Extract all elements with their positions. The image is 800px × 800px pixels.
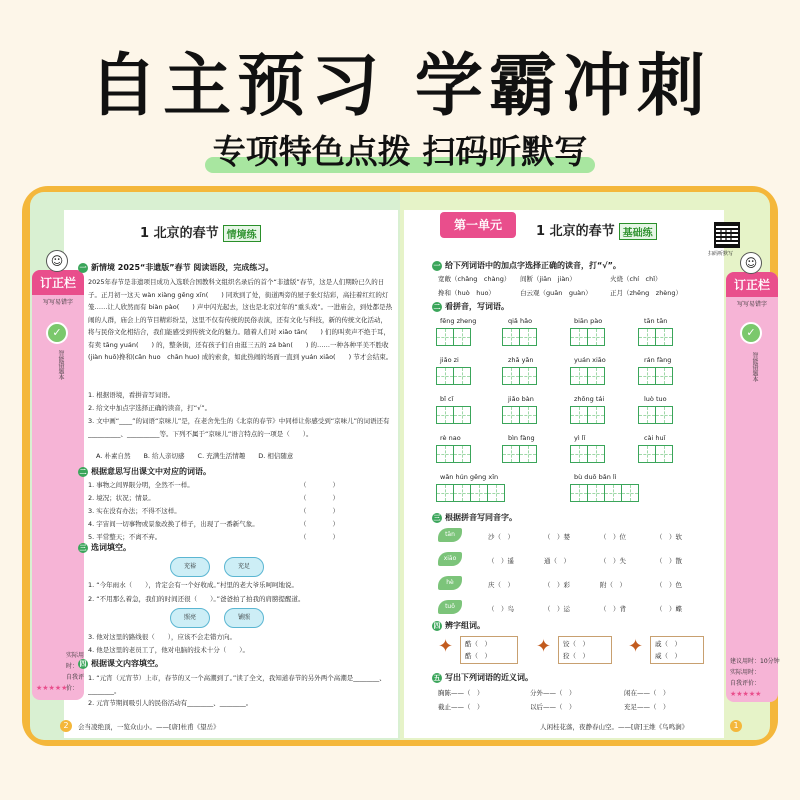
left-sec2-item: 5. 平常整天；不离不弃。 — [88, 533, 162, 541]
word-cloud: 照亮 — [170, 608, 210, 628]
mascot-icon: ☺ — [740, 252, 762, 274]
left-sec3-item: 3. 他对这里的路线很（ ），应该不会走错方向。 — [88, 633, 237, 641]
left-sec4-item: 2. 元宵节期间吸引人的民俗活动有________、________。 — [88, 699, 253, 707]
answer-blank[interactable]: （ ） — [300, 494, 339, 502]
reading-item[interactable]: 火烧（chí chǐ） — [610, 275, 662, 283]
char-grid[interactable] — [570, 367, 604, 385]
reading-item[interactable]: 正月（zhēng zhèng） — [610, 289, 683, 297]
right-sec4-heading: 四 辨字组词。 — [433, 621, 485, 630]
char-grid[interactable] — [436, 484, 504, 502]
pinyin-label: bìn fàng — [508, 434, 535, 442]
pinyin-label: rán fàng — [644, 356, 672, 364]
char-grid[interactable] — [502, 328, 536, 346]
answer-blank[interactable]: （ ） — [300, 481, 339, 489]
left-sec3-item: 4. 他是这里的老员工了，他对电脑的技术十分（ ）。 — [88, 646, 250, 654]
left-sec2-item: 3. 实在没有办法；不得不这样。 — [88, 507, 181, 515]
char-grid[interactable] — [638, 406, 672, 424]
char-grid[interactable] — [436, 406, 470, 424]
pinyin-label: bù duō bǎn lì — [574, 473, 617, 481]
left-sec3-heading: 三 选词填空。 — [79, 543, 131, 552]
synonym-item[interactable]: 胸陈——（ ） — [438, 689, 484, 697]
left-page-number: 2 — [60, 720, 72, 732]
pinyin-label: tān tān — [644, 317, 668, 325]
char-grid[interactable] — [638, 328, 672, 346]
left-correction-tab — [32, 254, 85, 700]
left-sec2-heading: 二 根据意思写出课文中对应的词语。 — [79, 467, 211, 476]
char-grid[interactable] — [502, 445, 536, 463]
right-sec3-heading: 三 根据拼音写同音字。 — [433, 513, 517, 522]
left-stars-icon: ★★★★★ — [36, 684, 68, 692]
homophone-item[interactable]: 通（ ） — [544, 557, 570, 565]
left-tab-sub: 写写易错字 — [42, 299, 73, 306]
synonym-item[interactable]: 分外——（ ） — [530, 689, 576, 697]
pinyin-leaf: tuō — [438, 600, 462, 614]
left-sec2-item: 1. 事物之间界限分明，全然不一样。 — [88, 481, 194, 489]
maple-leaf-icon: ✦ — [536, 636, 552, 657]
check-badge-icon: ✓ — [740, 322, 762, 344]
pinyin-leaf: xiāo — [438, 552, 462, 566]
right-tab-sub: 写写易错字 — [736, 301, 767, 308]
char-grid[interactable] — [436, 367, 470, 385]
homophone-item[interactable]: （ ）位 — [600, 533, 626, 541]
right-self-eval: 自我评价： — [730, 680, 761, 687]
left-self-eval: 自我评价： — [66, 674, 85, 692]
unit-tab: 第一单元 — [440, 212, 516, 238]
answer-blank[interactable]: （ ） — [300, 507, 339, 515]
left-page-title: 1 北京的春节 情境练 — [140, 222, 261, 242]
left-sec3-item: 1. “今年雨水（ ），肯定会有一个好收成。”村里的老大爷乐呵呵地说。 — [88, 581, 299, 589]
right-sec2-heading: 二 看拼音，写词语。 — [433, 302, 509, 311]
pinyin-label: zhōng tái — [574, 395, 605, 403]
char-grid[interactable] — [502, 406, 536, 424]
left-sec1-q2: 2. 给文中加点字选择正确的读音，打“√”。 — [88, 404, 212, 412]
right-page-tag: 基础练 — [619, 223, 657, 240]
left-sec4-item: 1. “元宵（元宵节）上市，春节的又一个高潮到了。”读了全文，我知道春节的另外两个高潮是________、________。 — [88, 674, 386, 695]
homophone-item[interactable]: （ ）婪 — [544, 533, 570, 541]
left-footer-quote: 会当凌绝顶，一览众山小。——[唐]杜甫《望岳》 — [78, 723, 220, 731]
left-sec1-q3: 3. 文中画“____”的词语“京味儿”是，在老舍先生的《北京的春节》中同样让你感受到“京味儿”的词语还有__________、__________等。下列不属于“京味儿”语言特点的一项是（ ）。 — [88, 417, 390, 438]
homophone-item[interactable]: （ ）运 — [544, 605, 570, 613]
homophone-item[interactable]: （ ）散 — [656, 557, 682, 565]
reading-item[interactable]: 搀和（huò huo） — [438, 289, 495, 297]
reading-item[interactable]: 白云观（guān guàn） — [520, 289, 592, 297]
left-sec4-heading: 四 根据课文内容填空。 — [79, 659, 163, 668]
word-cloud: 铺照 — [224, 608, 264, 628]
char-grid[interactable] — [570, 328, 604, 346]
maple-leaf-icon: ✦ — [438, 636, 454, 657]
pinyin-leaf: hè — [438, 576, 462, 590]
left-sec1-passage: 2025年春节是非遗项目成功入选联合国教科文组织名录后的首个“非遗版”春节，这是人们期盼已久的日子。正月初一这天 wàn xiàng gēng xīn( ) 同欢到了处，街道两旁的屋子张灯结彩，高挂着红红的灯笼……让人欣然而有 biàn pào( ) 声中闪光起去，这也是北京过年的“重头戏”。一进庙会，到处都是热闹的人群，庙会上的节目精彩纷呈，这里不仅有传统的民俗表演，还有文化与科技，新的传统文化活动，将与民俗文化相结合，我们能感受到传统文化的魅力。随着人们对 xiǎo tān( ) 们的叫卖声不绝于耳，有卖 tāng yuán( ) 的，整条街，还有孩子们自由逛三五的 zá bàn( ) 的……一种各种平美不胜收(jiàn huō)搀和(cān huo chān huo) 成的索食，如此热闹的场面一直到 yuán xiāo( ) 节才会结束。 — [88, 278, 393, 361]
right-page-number: 1 — [730, 720, 742, 732]
left-side-vertical: 智能错题本 — [57, 350, 64, 380]
pinyin-label: yuán xiāo — [574, 356, 606, 364]
right-correction-tab — [726, 256, 780, 702]
homophone-item[interactable]: （ ）失 — [600, 557, 626, 565]
pinyin-label: fēng zheng — [440, 317, 477, 325]
pinyin-label: yì lǐ — [574, 434, 586, 442]
pinyin-label: zhǎ yǎn — [508, 356, 534, 364]
right-page-title: 1 北京的春节 基础练 — [536, 220, 657, 240]
pinyin-label: jiǎo bàn — [508, 395, 534, 403]
reading-item[interactable]: 宽敞（chǎng chàng） — [438, 275, 511, 283]
left-sec1-q1: 1. 根据语境，看拼音写词语。 — [88, 391, 175, 399]
word-cloud: 充裕 — [170, 557, 210, 577]
left-sec1-q3-options: A. 朴素自然 B. 给人亲切感 C. 充满生活情趣 D. 相信随意 — [96, 452, 294, 460]
pinyin-label: qiǎ hǎo — [508, 317, 533, 325]
synonym-item[interactable]: 充足——（ ） — [624, 703, 670, 711]
pinyin-label: cài huǐ — [644, 434, 666, 442]
homophone-item[interactable]: （ ）鸟 — [488, 605, 514, 613]
homophone-item[interactable]: （ ）软 — [656, 533, 682, 541]
right-side-vertical: 智能错题本 — [751, 352, 758, 382]
char-grid[interactable] — [436, 328, 470, 346]
word-pair-box[interactable]: 戚（ ） 威（ ） — [650, 636, 704, 664]
word-pair-box[interactable]: 饺（ ） 狡（ ） — [558, 636, 612, 664]
left-sec2-item: 2. 境况；状况；情景。 — [88, 494, 155, 502]
mascot-icon: ☺ — [46, 250, 68, 272]
right-sec1-heading: 一 给下列词语中的加点字选择正确的读音，打“√”。 — [433, 261, 621, 270]
homophone-item[interactable]: （ ）遥 — [488, 557, 514, 565]
homophone-item[interactable]: 附（ ） — [600, 581, 626, 589]
homophone-item[interactable]: 庆（ ） — [488, 581, 514, 589]
char-grid[interactable] — [436, 445, 470, 463]
homophone-item[interactable]: （ ）彩 — [544, 581, 570, 589]
word-cloud: 充足 — [224, 557, 264, 577]
homophone-item[interactable]: （ ）色 — [656, 581, 682, 589]
check-badge-icon: ✓ — [46, 322, 68, 344]
headline: 自主预习 学霸冲刺 — [89, 47, 711, 126]
synonym-item[interactable]: 闲在——（ ） — [624, 689, 670, 697]
reading-item[interactable]: 间断（jiān jiàn） — [520, 275, 576, 283]
qr-caption: 扫码听默写 — [708, 251, 734, 257]
homophone-item[interactable]: （ ）背 — [600, 605, 626, 613]
pinyin-label: biān pào — [574, 317, 603, 325]
left-sec3-item: 2. “不用那么着急，我们的时间还很（ ）。”爸爸拍了拍我的肩膀提醒道。 — [88, 595, 305, 603]
right-tab-label: 订正栏 — [726, 272, 778, 297]
left-sec1-heading: 一 新情境 2025“非遗版”春节 阅读语段，完成练习。 — [79, 263, 274, 272]
subline: 专项特色点拨 扫码听默写 — [203, 124, 598, 175]
char-grid[interactable] — [570, 484, 638, 502]
left-sec2-item: 4. 宇宙间一切事物或景象改换了样子，出现了一番新气象。 — [88, 520, 259, 528]
pinyin-label: bǐ cǐ — [440, 395, 454, 403]
pinyin-label: jiǎo zi — [440, 356, 459, 364]
char-grid[interactable] — [502, 367, 536, 385]
char-grid[interactable] — [570, 406, 604, 424]
maple-leaf-icon: ✦ — [628, 636, 644, 657]
pinyin-label: luò tuo — [644, 395, 667, 403]
pinyin-leaf: tān — [438, 528, 462, 542]
left-page-tag: 情境练 — [223, 225, 261, 242]
left-tab-label: 订正栏 — [32, 270, 84, 295]
right-sec5-heading: 五 写出下列词语的近义词。 — [433, 673, 533, 682]
qr-code-icon[interactable] — [714, 222, 740, 248]
answer-blank[interactable]: （ ） — [300, 520, 339, 528]
answer-blank[interactable]: （ ） — [300, 533, 339, 541]
char-grid[interactable] — [638, 445, 672, 463]
homophone-item[interactable]: 沙（ ） — [488, 533, 514, 541]
homophone-item[interactable]: （ ）蝶 — [656, 605, 682, 613]
char-grid[interactable] — [638, 367, 672, 385]
char-grid[interactable] — [570, 445, 604, 463]
synonym-item[interactable]: 以后——（ ） — [530, 703, 576, 711]
synonym-item[interactable]: 截止——（ ） — [438, 703, 484, 711]
right-stars-icon: ★★★★★ — [730, 690, 762, 698]
pinyin-label: rè nao — [440, 434, 461, 442]
right-time-suggest: 建议用时：10分钟 — [730, 658, 780, 665]
word-pair-box[interactable]: 酷（ ） 酷（ ） — [460, 636, 518, 664]
pinyin-label: wǎn hún gēng xīn — [440, 473, 499, 481]
right-time-used: 实际用时： — [730, 669, 761, 676]
right-footer-quote: 人闲桂花落，夜静春山空。——[唐]王维《鸟鸣涧》 — [540, 723, 689, 731]
left-time-used: 实际用时： — [66, 652, 85, 670]
